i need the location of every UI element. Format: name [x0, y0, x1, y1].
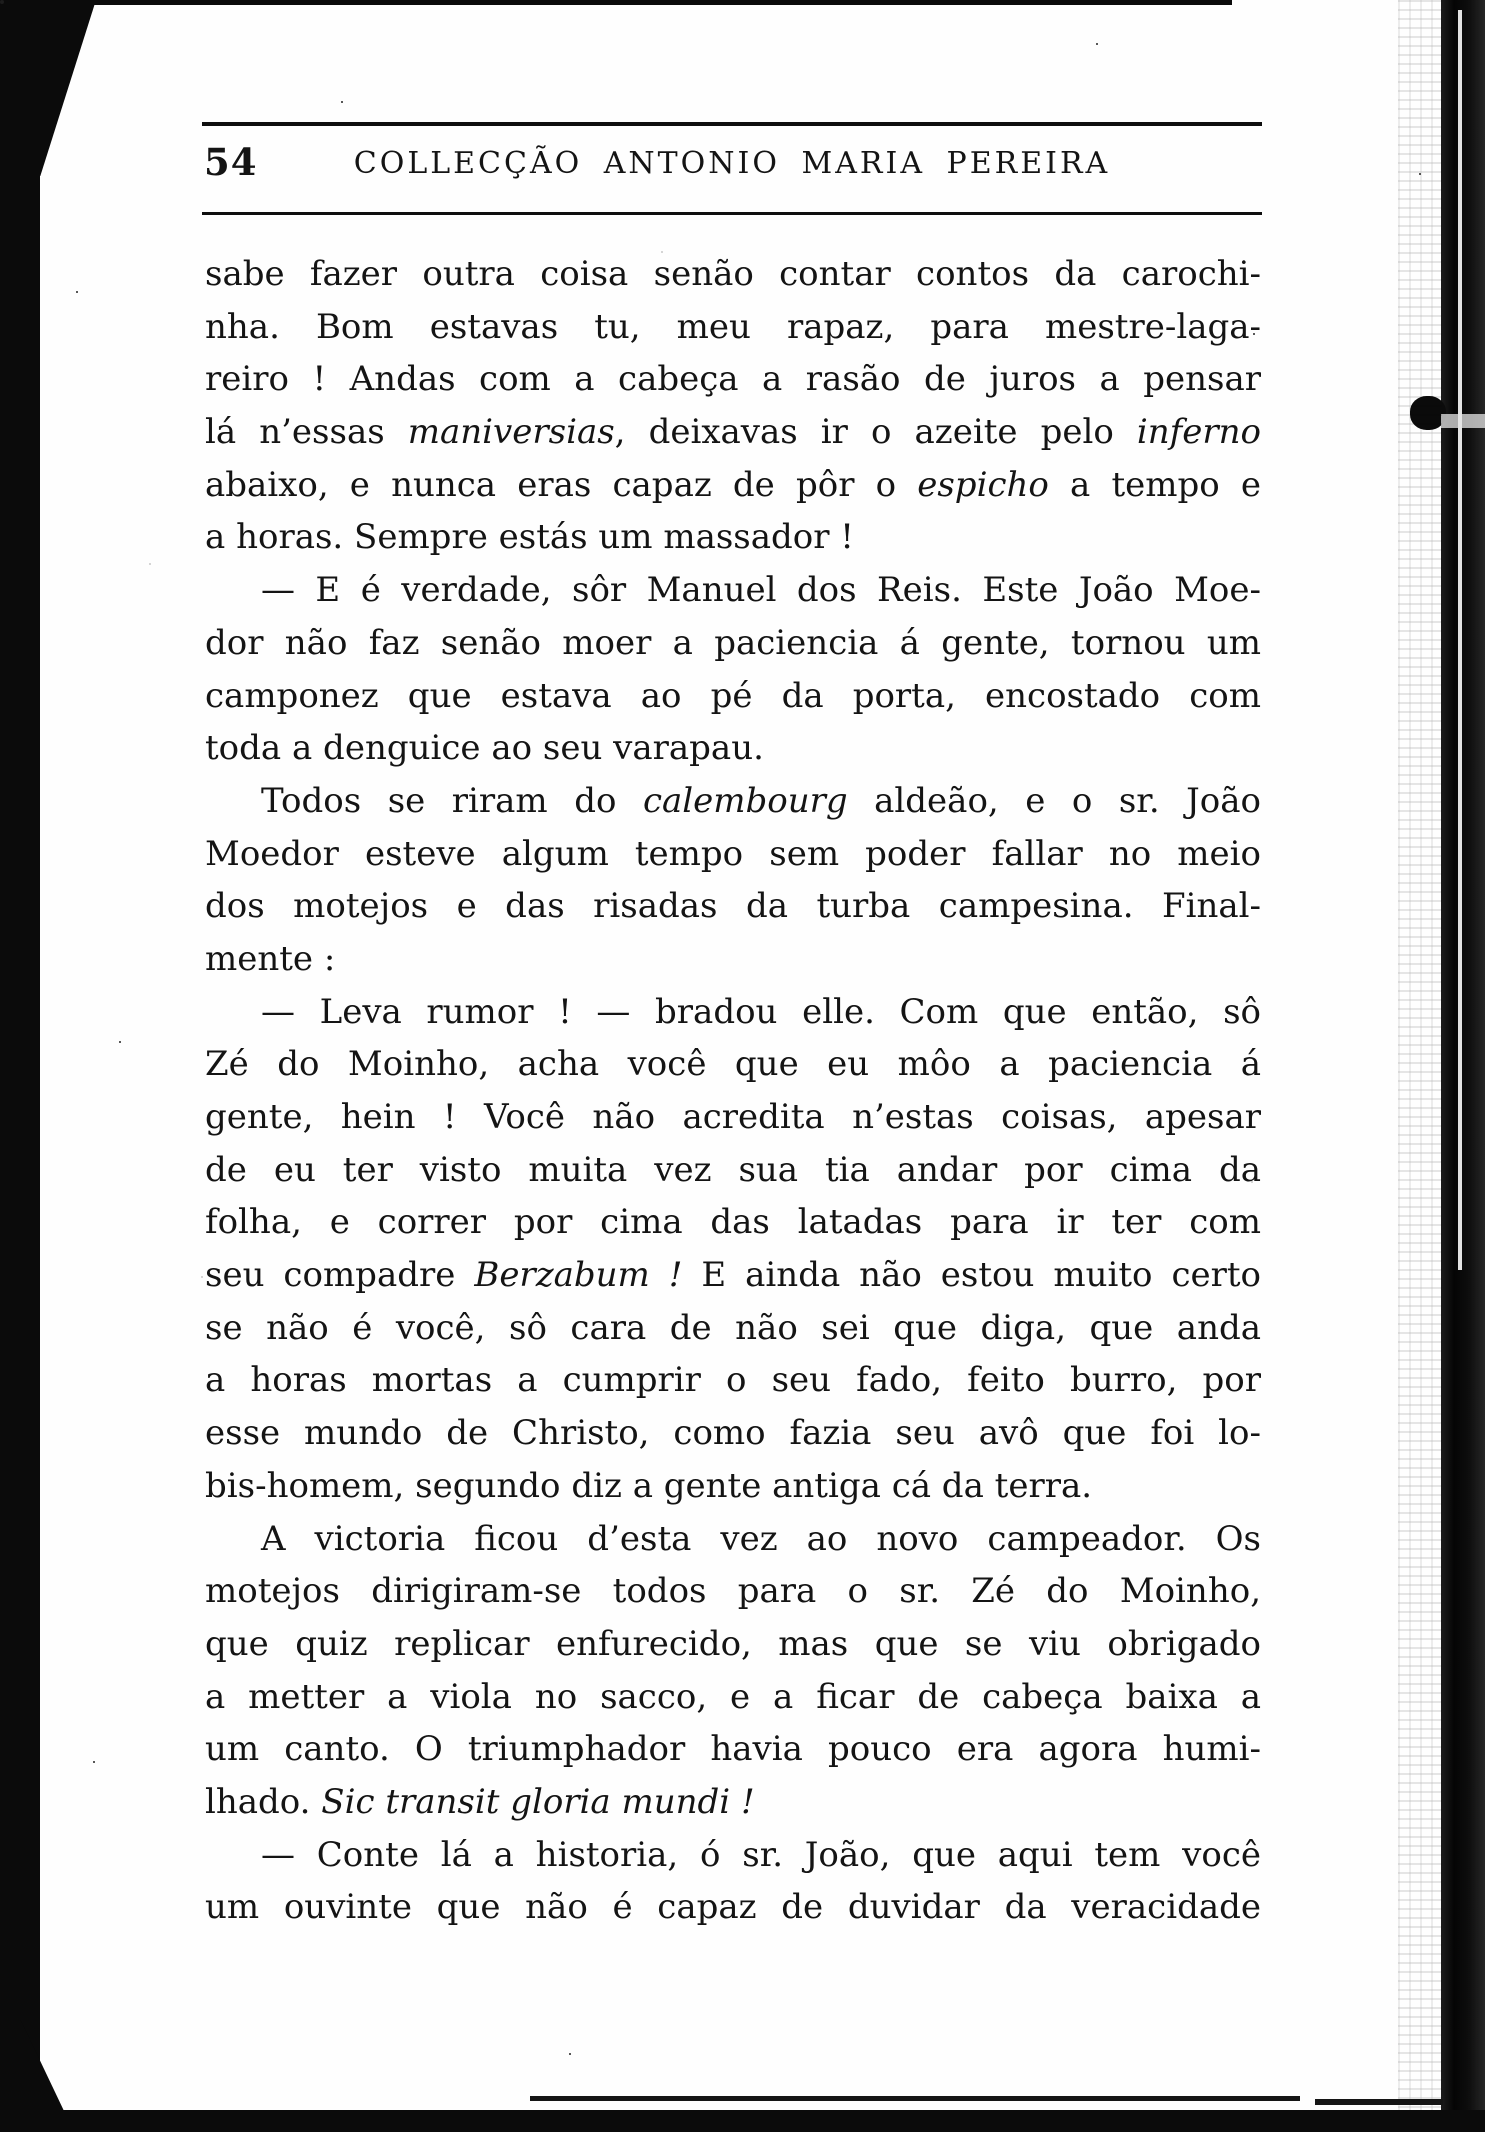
text-line — [205, 1881, 1261, 1934]
scan-dust-specks — [0, 0, 4, 4]
text-segment: reiro ! Andas com a cabeça a rasão de juros a pensar — [205, 359, 1261, 400]
text-line — [205, 1038, 1261, 1091]
text-line — [205, 406, 1261, 459]
text-segment: um ouvinte que não é capaz de duvidar da veracidade — [205, 1887, 1261, 1928]
text-segment: camponez que estava ao pé da porta, encostado com — [205, 675, 1261, 716]
text-segment: a metter a viola no sacco, e a ficar de cabeça baixa a — [205, 1676, 1261, 1717]
text-line — [205, 1460, 1261, 1513]
text-line — [205, 722, 1261, 775]
scan-noise-right — [1398, 0, 1442, 2132]
text-segment: toda a denguice ao seu varapau. — [205, 728, 764, 769]
text-line — [205, 248, 1261, 301]
text-segment: dos motejos e das risadas da turba campesina. Final- — [205, 886, 1261, 927]
text-line — [205, 880, 1261, 933]
text-segment: A victoria ficou d’esta vez ao novo campeador. Os — [261, 1518, 1261, 1559]
scan-streak-bottom — [530, 2096, 1300, 2101]
text-segment: E ainda não estou muito certo — [682, 1255, 1261, 1296]
text-segment: calembourg — [642, 780, 848, 821]
text-segment: Berzabum ! — [474, 1255, 683, 1296]
text-line — [205, 1354, 1261, 1407]
text-segment: maniversias — [407, 412, 615, 453]
text-line — [205, 564, 1261, 617]
text-segment: — E é verdade, sôr Manuel dos Reis. Este João Moe- — [261, 570, 1261, 611]
text-line — [205, 1144, 1261, 1197]
text-line — [205, 353, 1261, 406]
text-line — [205, 1196, 1261, 1249]
text-segment: mente : — [205, 938, 336, 979]
text-line — [205, 617, 1261, 670]
text-segment: Zé do Moinho, acha você que eu môo a paciencia á — [205, 1044, 1261, 1085]
text-line — [205, 1091, 1261, 1144]
text-segment: bis-homem, segundo diz a gente antiga cá da terra. — [205, 1465, 1093, 1506]
text-line — [205, 775, 1261, 828]
text-segment: sabe fazer outra coisa senão contar contos da carochi- — [205, 254, 1261, 294]
scan-border-right-gutter-line — [1458, 10, 1462, 1270]
text-line — [205, 670, 1261, 723]
text-segment: folha, e correr por cima das latadas para ir ter com — [205, 1202, 1261, 1243]
text-segment: dor não faz senão moer a paciencia á gente, tornou um — [205, 622, 1261, 663]
text-segment: , deixavas ir o azeite pelo — [614, 412, 1137, 453]
text-segment: Moedor esteve algum tempo sem poder fallar no meio — [205, 833, 1261, 874]
text-segment: gente, hein ! Você não acredita n’estas coisas, apesar — [205, 1097, 1261, 1137]
text-segment: Sic transit gloria mundi ! — [321, 1781, 755, 1822]
scan-streak-bottom-right — [1315, 2099, 1443, 2105]
text-segment: motejos dirigiram-se todos para o sr. Zé do Moinho, — [205, 1571, 1261, 1612]
scan-border-left — [0, 0, 40, 2132]
text-segment: de eu ter visto muita vez sua tia andar por cima da — [205, 1149, 1261, 1190]
text-segment: — Leva rumor ! — bradou elle. Com que então, sô — [261, 991, 1261, 1032]
text-segment: se não é você, sô cara de não sei que diga, que anda — [205, 1307, 1261, 1348]
text-segment: — Conte lá a historia, ó sr. João, que aqui tem você — [261, 1834, 1261, 1875]
text-segment: a horas mortas a cumprir o seu fado, feito burro, por — [205, 1360, 1261, 1401]
text-line — [205, 933, 1261, 986]
text-segment: esse mundo de Christo, como fazia seu avô que foi lo- — [205, 1413, 1261, 1454]
text-line — [205, 1249, 1261, 1302]
text-segment: um canto. O triumphador havia pouco era agora humi- — [205, 1729, 1261, 1770]
text-segment: a horas. Sempre estás um massador ! — [205, 517, 854, 558]
text-segment: inferno — [1136, 412, 1261, 453]
scan-border-right-notch — [1441, 414, 1485, 428]
text-segment: seu compadre — [205, 1255, 475, 1296]
text-segment: aldeão, e o sr. João — [847, 780, 1261, 821]
running-title: COLLECÇÃO ANTONIO MARIA PEREIRA — [353, 146, 1111, 181]
text-line — [205, 1565, 1261, 1618]
text-line — [205, 511, 1261, 564]
text-segment: lhado. — [205, 1781, 322, 1822]
text-line — [205, 986, 1261, 1039]
text-segment: a tempo e — [1048, 464, 1261, 505]
text-line — [205, 1302, 1261, 1355]
text-line — [205, 1513, 1261, 1566]
text-segment: nha. Bom estavas tu, meu rapaz, para mestre-laga- — [205, 306, 1261, 347]
text-segment: lá n’essas — [205, 412, 408, 453]
text-line — [205, 1671, 1261, 1724]
text-line — [205, 1407, 1261, 1460]
text-line — [205, 1776, 1261, 1829]
text-line — [205, 301, 1261, 354]
text-line — [205, 1829, 1261, 1882]
text-segment: Todos se riram do — [261, 780, 643, 821]
scan-border-left-top — [0, 0, 96, 176]
header-rule-bottom — [202, 212, 1262, 215]
header-rule-top — [202, 122, 1262, 126]
text-line — [205, 828, 1261, 881]
text-line — [205, 1723, 1261, 1776]
page-text — [205, 248, 1261, 1934]
scan-border-top — [0, 0, 1232, 5]
text-line — [205, 1618, 1261, 1671]
text-segment: que quiz replicar enfurecido, mas que se viu obrigado — [205, 1623, 1261, 1664]
scan-border-right — [1441, 0, 1485, 2132]
text-segment: espicho — [917, 464, 1049, 505]
scan-border-bottom — [0, 2110, 1485, 2132]
text-line — [205, 459, 1261, 512]
page-number: 54 — [204, 140, 258, 184]
text-segment: abaixo, e nunca eras capaz de pôr o — [205, 464, 918, 505]
header-row — [202, 138, 1262, 194]
